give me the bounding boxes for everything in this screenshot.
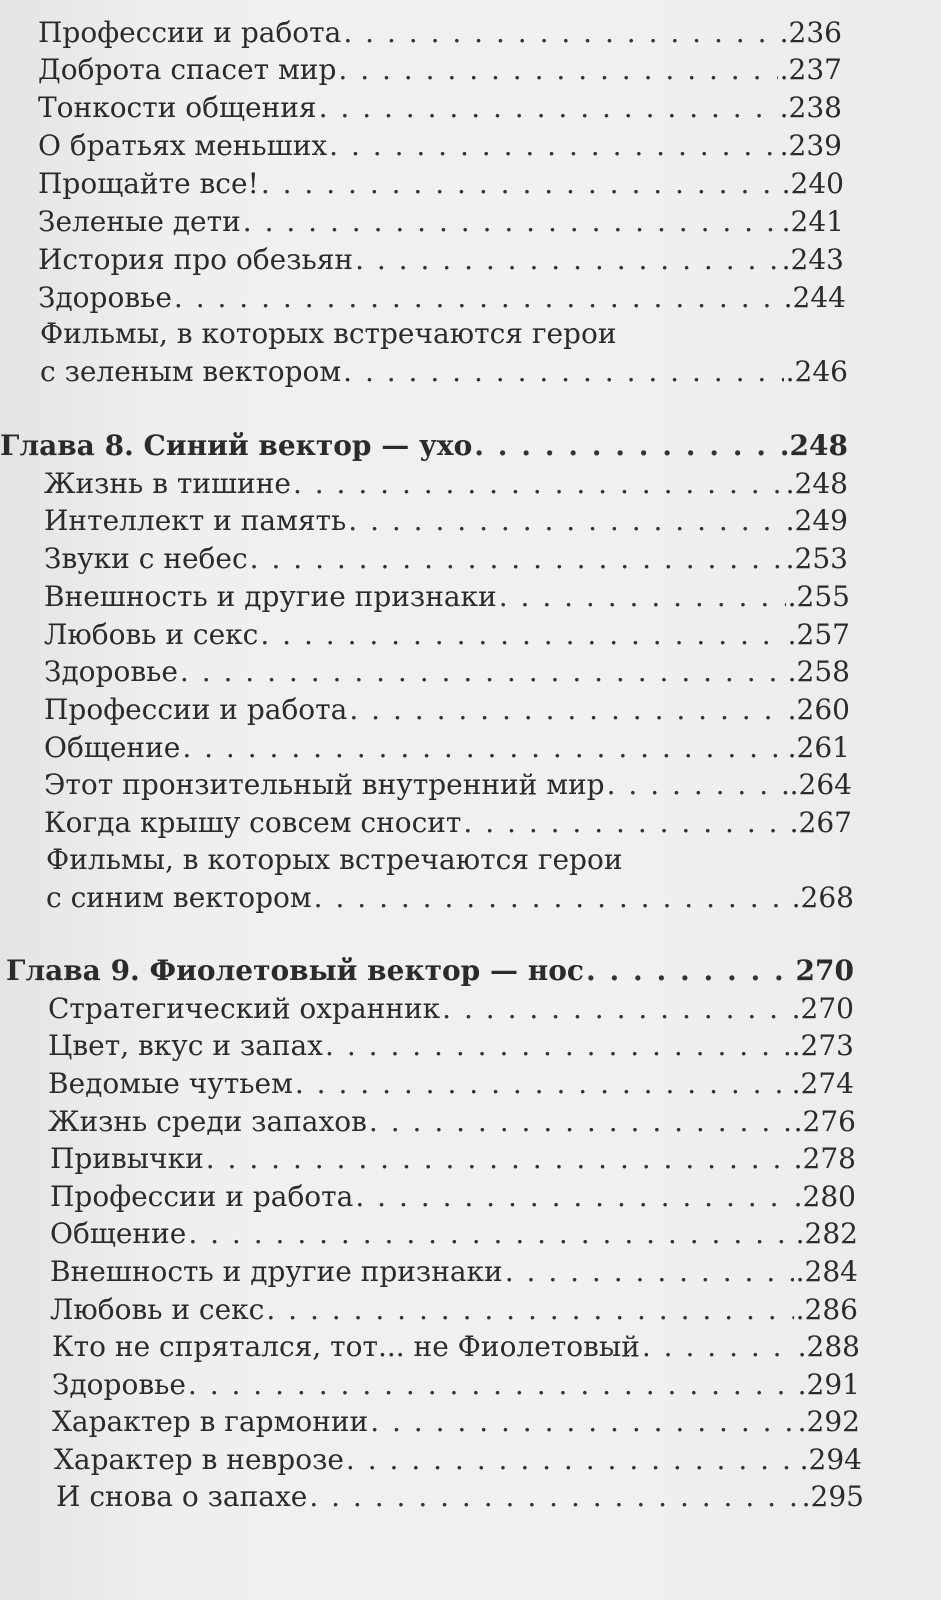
toc-entry-page: .239 xyxy=(779,129,842,162)
toc-entry-title: Звуки с небес xyxy=(44,542,248,575)
toc-entry xyxy=(44,502,848,540)
dot-leader xyxy=(174,279,782,317)
dot-leader xyxy=(188,1215,793,1253)
toc-entry-page: .274 xyxy=(791,1067,854,1100)
dot-leader xyxy=(314,879,790,917)
chapter-title: Глава 9. Фиолетовый вектор — нос xyxy=(6,954,584,987)
toc-entry-page: .261 xyxy=(787,731,850,764)
dot-leader xyxy=(188,1366,796,1404)
toc-entry-title: Прощайте все! xyxy=(38,167,259,200)
toc-entry-title: Доброта спасет мир xyxy=(38,53,337,86)
toc-entry xyxy=(44,729,850,767)
dot-leader xyxy=(355,1178,791,1216)
dot-leader xyxy=(338,51,777,89)
dot-leader xyxy=(343,14,777,52)
dot-leader xyxy=(370,1403,795,1441)
toc-entry-page: .284 xyxy=(795,1255,858,1288)
toc-entry-page: .294 xyxy=(799,1443,862,1476)
dot-leader xyxy=(293,465,784,503)
toc-entry xyxy=(38,127,842,165)
toc-entry-title: Привычки xyxy=(50,1142,204,1175)
toc-entry xyxy=(38,203,844,241)
toc-entry-page: .278 xyxy=(793,1142,856,1175)
toc-entry-title: Тонкости общения xyxy=(38,91,317,124)
dot-leader xyxy=(309,1478,799,1516)
toc-entry-page: .270 xyxy=(791,992,854,1025)
dot-leader xyxy=(505,1253,794,1291)
toc-entry xyxy=(56,1478,864,1516)
toc-entry-title: Зеленые дети xyxy=(38,205,241,238)
toc-entry-title: Жизнь в тишине xyxy=(44,467,291,500)
toc-entry-title: Когда крышу совсем сносит xyxy=(44,806,462,839)
toc-entry xyxy=(50,1140,856,1178)
toc-entry-title: Здоровье xyxy=(44,655,178,688)
toc-entry xyxy=(44,578,850,616)
toc-entry xyxy=(50,1253,858,1291)
toc-entry-title: Профессии и работа xyxy=(38,16,342,49)
toc-entry xyxy=(52,1328,860,1366)
toc-entry-page: .291 xyxy=(797,1368,860,1401)
toc-entry xyxy=(44,616,850,654)
toc-entry-title: с зеленым вектором xyxy=(40,355,342,388)
toc-entry-title: Общение xyxy=(50,1217,187,1250)
dot-leader xyxy=(266,1291,793,1329)
toc-entry xyxy=(38,51,842,89)
toc-entry-page: .276 xyxy=(793,1105,856,1138)
dot-leader xyxy=(474,427,787,465)
dot-leader xyxy=(499,578,786,616)
toc-entry xyxy=(44,691,850,729)
toc-entry xyxy=(38,165,844,203)
toc-entry-page: .286 xyxy=(795,1293,858,1326)
dot-leader xyxy=(346,1441,798,1479)
toc-entry-title: И снова о запахе xyxy=(56,1480,308,1513)
toc-entry xyxy=(38,279,846,317)
chapter-page: 248 xyxy=(789,429,848,462)
toc-entry-page: .243 xyxy=(781,243,844,276)
dot-leader xyxy=(180,653,786,691)
toc-entry xyxy=(48,1065,854,1103)
dot-leader xyxy=(261,165,780,203)
dot-leader xyxy=(369,1103,792,1141)
toc-entry-page: .249 xyxy=(785,504,848,537)
toc-entry xyxy=(46,879,854,917)
toc-entry-page: .246 xyxy=(785,355,848,388)
toc-entry-title: Характер в неврозе xyxy=(54,1443,344,1476)
toc-entry-page: .260 xyxy=(787,693,850,726)
toc-entry-title: История про обезьян xyxy=(38,243,354,276)
dot-leader xyxy=(463,804,787,842)
chapter-title: Глава 8. Синий вектор — ухо xyxy=(0,429,473,462)
toc-entry-title: Любовь и секс xyxy=(44,618,259,651)
toc-entry xyxy=(44,804,852,842)
toc-entry-page: .253 xyxy=(785,542,848,575)
toc-entry xyxy=(54,1441,862,1479)
toc-entry-page: .244 xyxy=(783,281,846,314)
toc-entry-page: .292 xyxy=(797,1405,860,1438)
toc-entry-title: Кто не спрятался, тот... не Фиолетовый xyxy=(52,1330,640,1363)
toc-entry-title: Общение xyxy=(44,731,181,764)
chapter-heading xyxy=(6,952,854,990)
toc-entry-page: .288 xyxy=(797,1330,860,1363)
toc-entry-title: Цвет, вкус и запах xyxy=(48,1029,324,1062)
toc-entry-page: .267 xyxy=(789,806,852,839)
toc-entry-title-line: Фильмы, в которых встречаются герои xyxy=(46,843,623,876)
toc-entry-title: Интеллект и память xyxy=(44,504,347,537)
toc-entry-page: .273 xyxy=(791,1029,854,1062)
toc-entry xyxy=(38,241,844,279)
toc-entry-page: .295 xyxy=(801,1480,864,1513)
toc-entry-page: .264 xyxy=(789,768,852,801)
toc-entry-page: .282 xyxy=(795,1217,858,1250)
toc-entry xyxy=(48,1027,854,1065)
toc-entry-title: с синим вектором xyxy=(46,881,312,914)
dot-leader xyxy=(319,89,778,127)
dot-leader xyxy=(355,241,780,279)
toc-entry xyxy=(44,465,848,503)
chapter-heading xyxy=(0,427,848,465)
toc-entry-page: .268 xyxy=(791,881,854,914)
toc-entry-title: Любовь и секс xyxy=(50,1293,265,1326)
toc-entry xyxy=(38,14,842,52)
toc-entry-title-line: Фильмы, в которых встречаются герои xyxy=(40,317,617,350)
dot-leader xyxy=(243,203,780,241)
dot-leader xyxy=(586,952,794,990)
toc-entry xyxy=(48,1103,856,1141)
dot-leader xyxy=(642,1328,796,1366)
toc-entry-page: .248 xyxy=(785,467,848,500)
toc-entry xyxy=(52,1403,860,1441)
chapter-page: 270 xyxy=(795,954,854,987)
toc-entry-page: .257 xyxy=(787,618,850,651)
toc-entry xyxy=(40,353,848,391)
dot-leader xyxy=(329,127,777,165)
dot-leader xyxy=(250,540,784,578)
toc-entry-page: .237 xyxy=(779,53,842,86)
toc-entry xyxy=(50,1178,856,1216)
dot-leader xyxy=(182,729,785,767)
toc-entry-title: Внешность и другие признаки xyxy=(44,580,497,613)
toc-entry-title: Здоровье xyxy=(38,281,172,314)
toc-entry-title: Стратегический охранник xyxy=(48,992,441,1025)
toc-entry-title: О братьях меньших xyxy=(38,129,328,162)
dot-leader xyxy=(206,1140,792,1178)
toc-entry xyxy=(50,1291,858,1329)
toc-entry-page: .255 xyxy=(787,580,850,613)
dot-leader xyxy=(295,1065,790,1103)
dot-leader xyxy=(343,353,784,391)
toc-entry-page: .280 xyxy=(793,1180,856,1213)
toc-entry-title: Здоровье xyxy=(52,1368,186,1401)
toc-entry xyxy=(44,540,848,578)
toc-entry-title: Внешность и другие признаки xyxy=(50,1255,503,1288)
toc-entry-page: .240 xyxy=(781,167,844,200)
dot-leader xyxy=(349,691,785,729)
toc-entry-title: Жизнь среди запахов xyxy=(48,1105,367,1138)
toc-entry-title: Ведомые чутьем xyxy=(48,1067,293,1100)
dot-leader xyxy=(325,1027,790,1065)
dot-leader xyxy=(442,990,789,1028)
toc-entry-title: Профессии и работа xyxy=(50,1180,354,1213)
dot-leader xyxy=(348,502,783,540)
dot-leader xyxy=(260,616,785,654)
toc-entry-page: .238 xyxy=(779,91,842,124)
dot-leader xyxy=(607,766,788,804)
toc-entry-page: .236 xyxy=(779,16,842,49)
toc-entry xyxy=(48,990,854,1028)
toc-entry xyxy=(38,89,842,127)
toc-entry xyxy=(52,1366,860,1404)
toc-entry-page: .241 xyxy=(781,205,844,238)
toc-entry-title: Профессии и работа xyxy=(44,693,348,726)
toc-entry xyxy=(50,1215,858,1253)
toc-entry xyxy=(44,653,850,691)
toc-entry-title: Характер в гармонии xyxy=(52,1405,369,1438)
toc-entry-page: .258 xyxy=(787,655,850,688)
toc-entry-title: Этот пронзительный внутренний мир xyxy=(44,768,605,801)
toc-entry xyxy=(44,766,852,804)
